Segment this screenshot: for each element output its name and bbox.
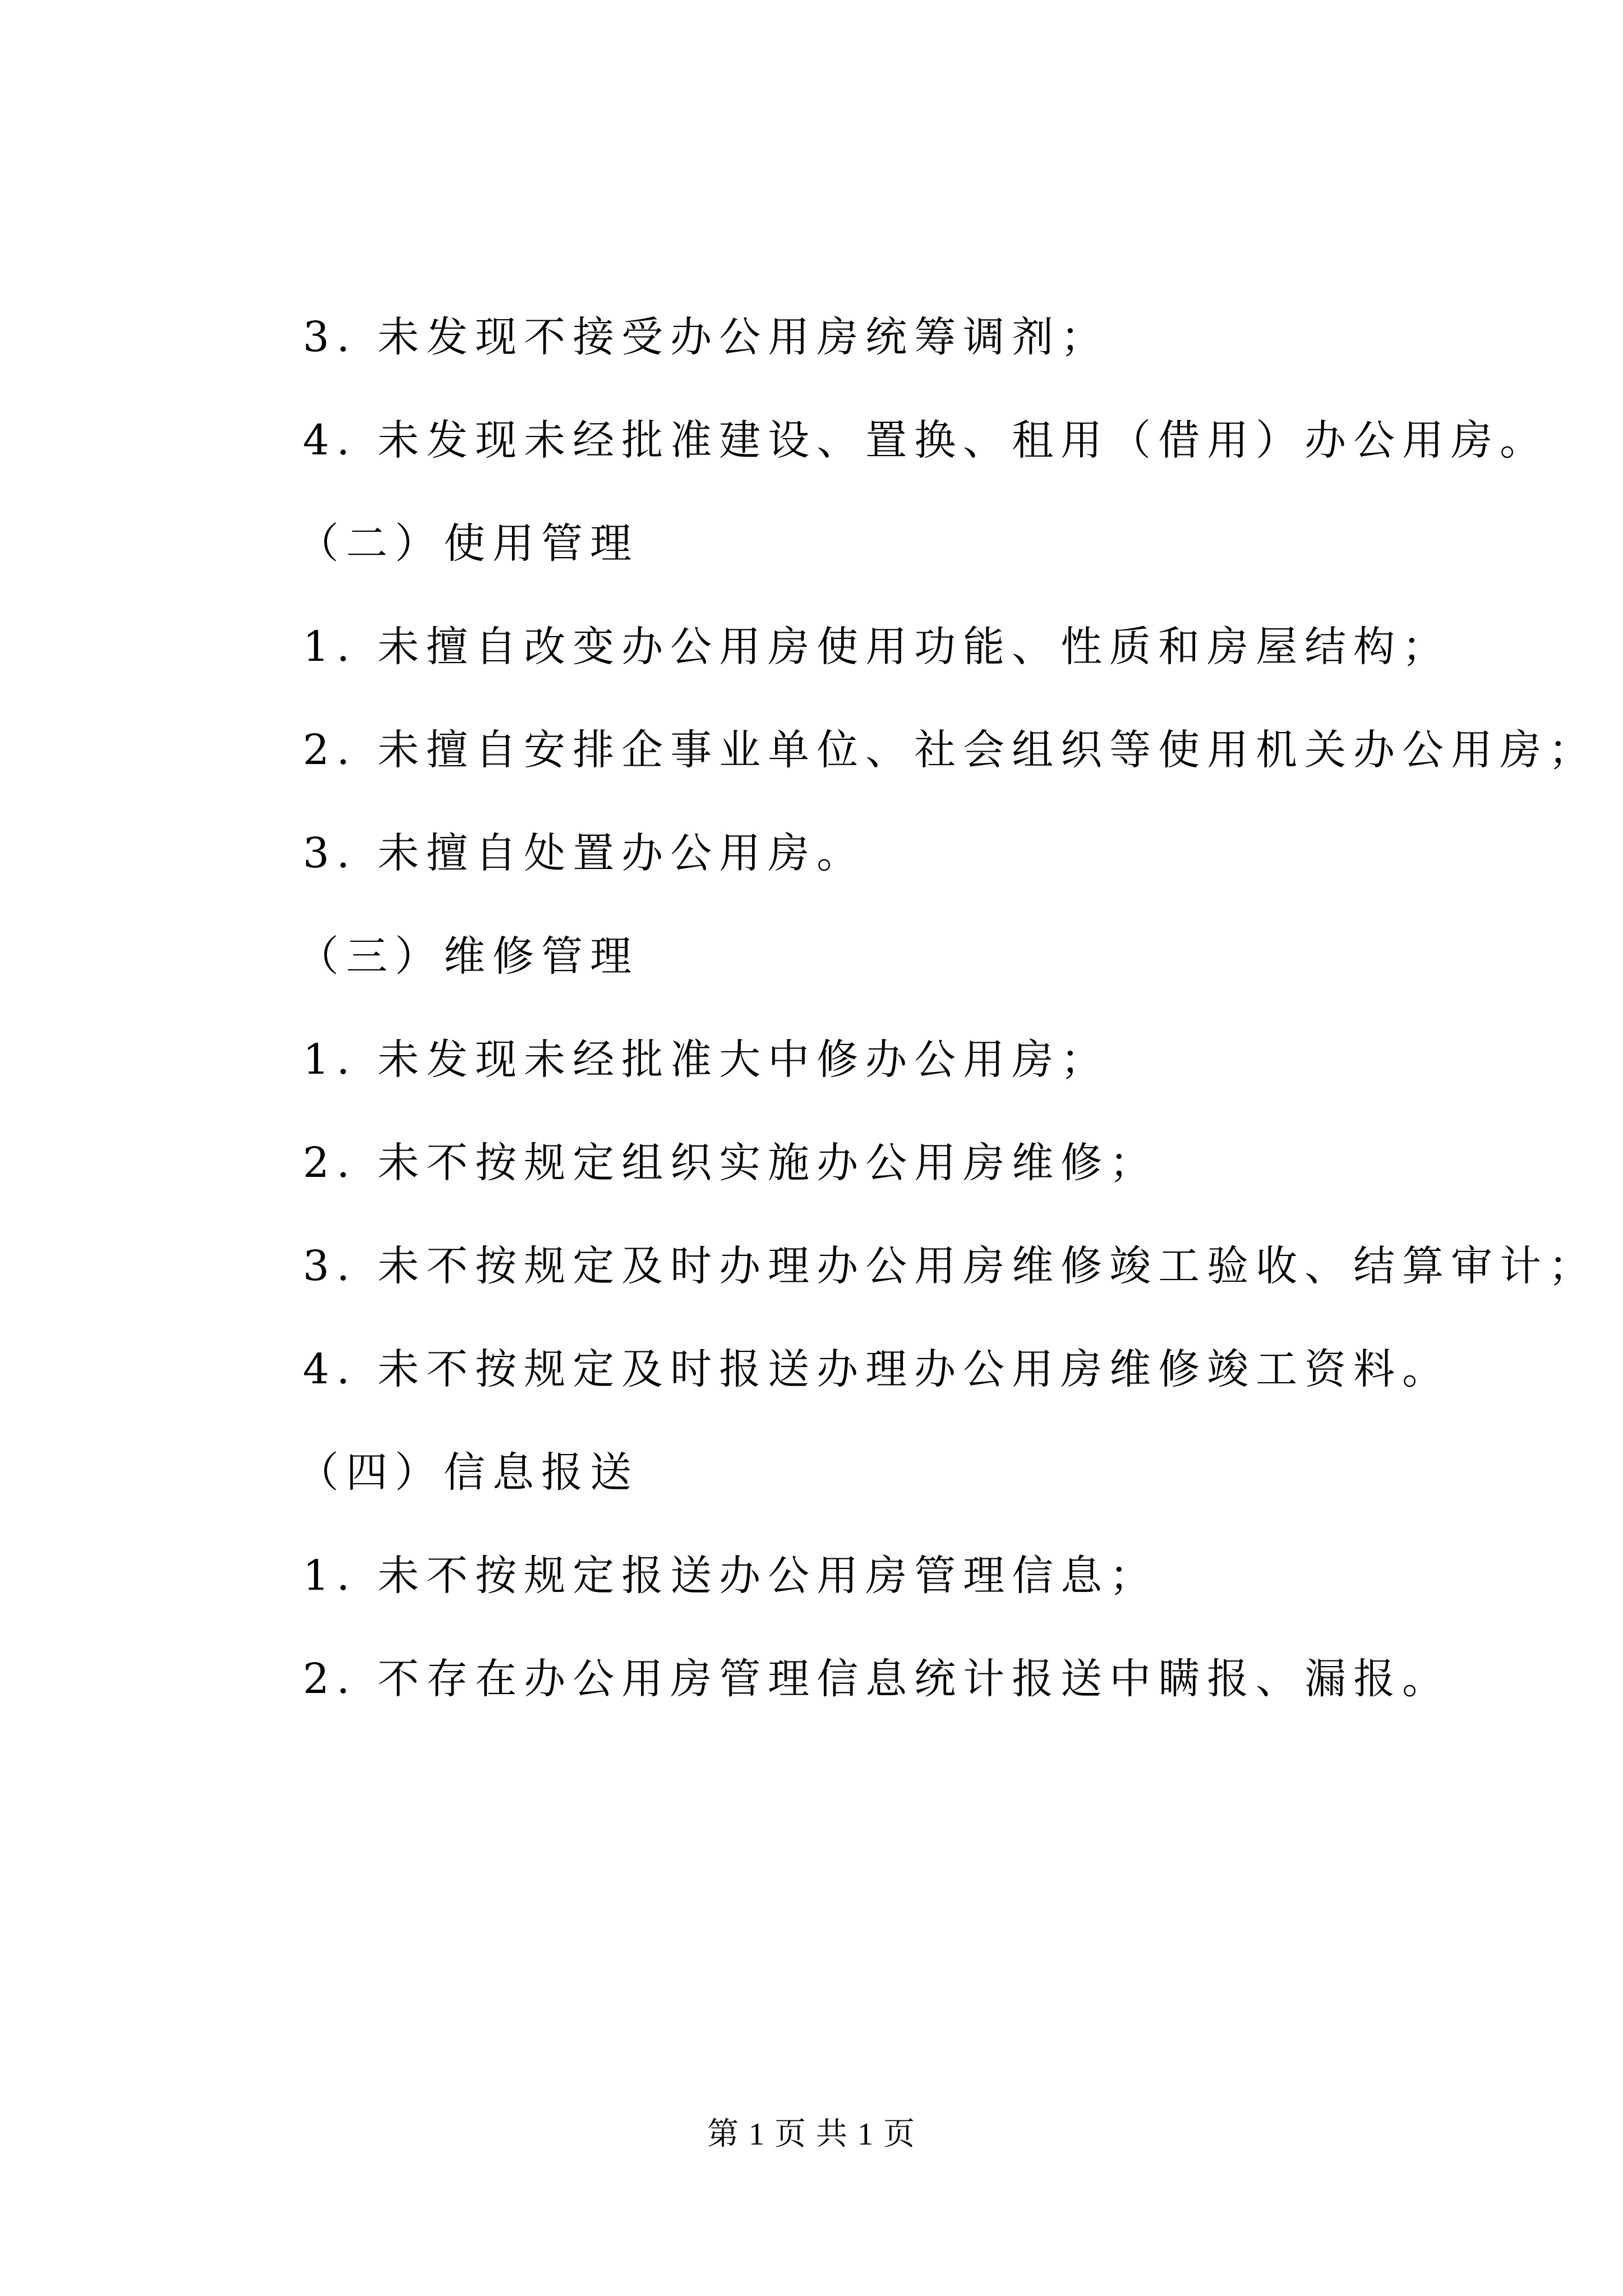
list-item: 4. 未不按规定及时报送办理办公用房维修竣工资料。 <box>303 1345 1451 1393</box>
list-item: 3. 未发现不接受办公用房统筹调剂； <box>303 313 1110 361</box>
list-item: 1. 未不按规定报送办公用房管理信息； <box>303 1552 1159 1600</box>
section-heading: （四）信息报送 <box>297 1448 639 1497</box>
list-item: 2. 未擅自安排企事业单位、社会组织等使用机关办公用房； <box>303 726 1598 774</box>
list-item: 1. 未擅自改变办公用房使用功能、性质和房屋结构； <box>303 623 1451 671</box>
document-body <box>297 306 1598 1751</box>
list-item: 3. 未擅自处置办公用房。 <box>303 829 866 877</box>
list-item: 2. 未不按规定组织实施办公用房维修； <box>303 1139 1159 1187</box>
list-item: 3. 未不按规定及时办理办公用房维修竣工验收、结算审计； <box>303 1242 1598 1290</box>
page-footer: 第 1 页 共 1 页 <box>707 2117 916 2152</box>
section-heading: （二）使用管理 <box>297 519 639 568</box>
list-item: 1. 未发现未经批准大中修办公用房； <box>303 1036 1110 1084</box>
section-heading: （三）维修管理 <box>297 932 639 981</box>
list-item: 2. 不存在办公用房管理信息统计报送中瞒报、漏报。 <box>303 1655 1451 1703</box>
list-item: 4. 未发现未经批准建设、置换、租用（借用）办公用房。 <box>303 416 1549 464</box>
